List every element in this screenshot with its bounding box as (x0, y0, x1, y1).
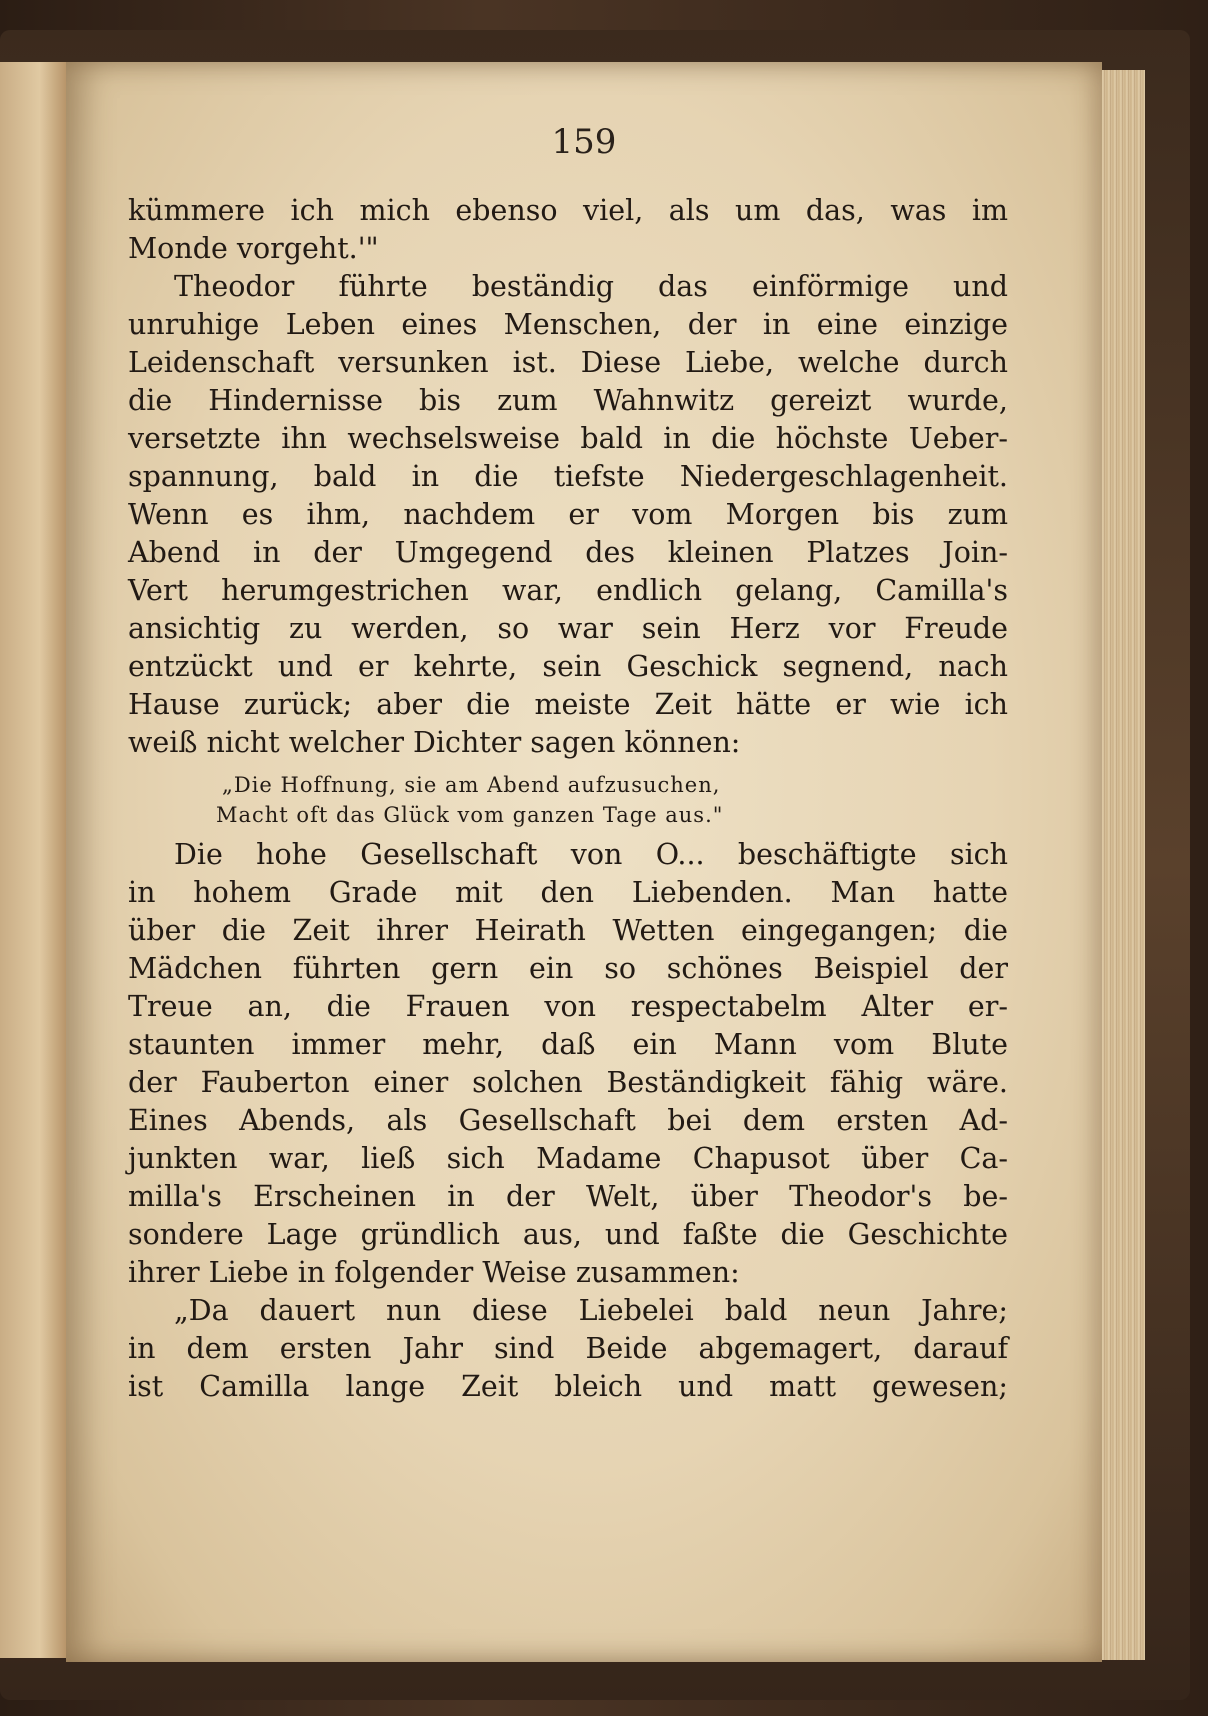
book-page (66, 62, 1102, 1662)
verse-line: Macht oft das Glück vom ganzen Tage aus." (216, 803, 724, 827)
text-line: junkten war, ließ sich Madame Chapusot über Ca- (128, 1142, 1008, 1175)
text-line: in dem ersten Jahr sind Beide abgemagert, darauf (128, 1332, 1008, 1365)
text-line: sondere Lage gründlich aus, und faßte die Geschichte (128, 1218, 1008, 1251)
text-line: Leidenschaft versunken ist. Diese Liebe, welche durch (128, 346, 1008, 379)
text-line: ihrer Liebe in folgender Weise zusammen: (128, 1256, 740, 1289)
text-line: Abend in der Umgegend des kleinen Platzes Join- (128, 536, 1008, 569)
text-line: Monde vorgeht.'" (128, 232, 379, 265)
left-page-edge (0, 62, 68, 1658)
text-line: die Hindernisse bis zum Wahnwitz gereizt wurde, (128, 384, 1008, 417)
text-line: der Fauberton einer solchen Beständigkeit fähig wäre. (128, 1066, 1008, 1099)
page-text (128, 192, 1008, 1406)
text-line: spannung, bald in die tiefste Niedergeschlagenheit. (128, 460, 1008, 493)
text-line: Wenn es ihm, nachdem er vom Morgen bis zum (128, 498, 1008, 531)
verse-line: „Die Hoffnung, sie am Abend aufzusuchen, (222, 773, 721, 797)
text-line: Theodor führte beständig das einförmige und (174, 270, 1008, 303)
text-line: Hause zurück; aber die meiste Zeit hätte er wie ich (128, 688, 1008, 721)
text-line: Die hohe Gesellschaft von O... beschäftigte sich (174, 838, 1008, 871)
text-line: entzückt und er kehrte, sein Geschick segnend, nach (128, 650, 1008, 683)
text-line: Eines Abends, als Gesellschaft bei dem ersten Ad- (128, 1104, 1008, 1137)
text-line: milla's Erscheinen in der Welt, über Theodor's be- (128, 1180, 1008, 1213)
page-number: 159 (551, 122, 617, 162)
text-line: staunten immer mehr, daß ein Mann vom Blute (128, 1028, 1008, 1061)
text-line: Mädchen führten gern ein so schönes Beispiel der (128, 952, 1008, 985)
text-line: unruhige Leben eines Menschen, der in eine einzige (128, 308, 1008, 341)
page-stack-edge (1098, 70, 1145, 1660)
text-line: kümmere ich mich ebenso viel, als um das, was im (128, 194, 1008, 227)
text-line: über die Zeit ihrer Heirath Wetten eingegangen; die (128, 914, 1008, 947)
text-line: in hohem Grade mit den Liebenden. Man hatte (128, 876, 1008, 909)
text-line: ist Camilla lange Zeit bleich und matt gewesen; (128, 1370, 1008, 1403)
text-line: Vert herumgestrichen war, endlich gelang, Camilla's (128, 574, 1008, 607)
text-line: weiß nicht welcher Dichter sagen können: (128, 726, 741, 759)
text-line: ansichtig zu werden, so war sein Herz vor Freude (128, 612, 1008, 645)
text-line: versetzte ihn wechselsweise bald in die höchste Ueber- (128, 422, 1008, 455)
text-line: „Da dauert nun diese Liebelei bald neun Jahre; (174, 1294, 1008, 1327)
text-line: Treue an, die Frauen von respectabelm Alter er- (128, 990, 1008, 1023)
